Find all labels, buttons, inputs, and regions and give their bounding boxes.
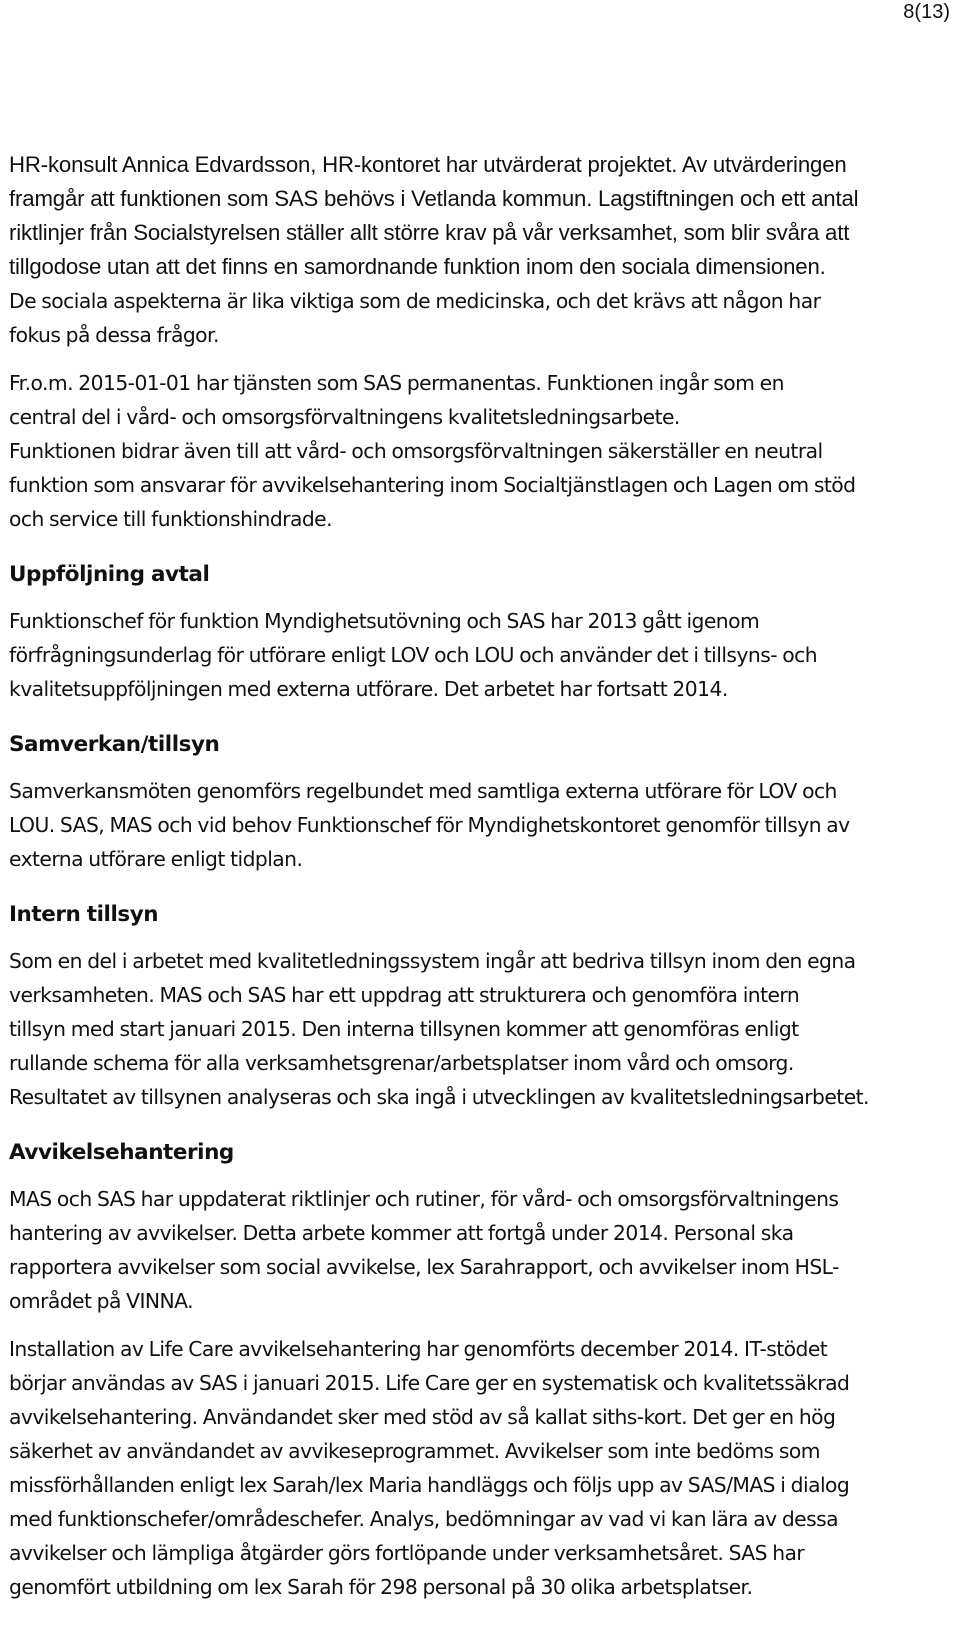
section-paragraph (9, 604, 954, 706)
text-line: säkerhet av användandet av avvikeseprogrammet. Avvikelser som inte bedöms som (9, 1439, 820, 1463)
text-line: förfrågningsunderlag för utförare enligt LOV och LOU och använder det i tillsyns- och (9, 643, 818, 667)
text-line: De sociala aspekterna är lika viktiga som de medicinska, och det krävs att någon har (9, 289, 821, 313)
text-line: Som en del i arbetet med kvalitetledningssystem ingår att bedriva tillsyn inom den egna (9, 949, 856, 973)
text-line: området på VINNA. (9, 1289, 194, 1313)
text-line: framgår att funktionen som SAS behövs i Vetlanda kommun. Lagstiftningen och ett antal (9, 186, 859, 211)
text-line: genomfört utbildning om lex Sarah för 298 personal på 30 olika arbetsplatser. (9, 1575, 753, 1599)
section-heading-intern-tillsyn: Intern tillsyn (9, 902, 159, 927)
text-line: hantering av avvikelser. Detta arbete kommer att fortgå under 2014. Personal ska (9, 1221, 794, 1245)
text-line: missförhållanden enligt lex Sarah/lex Maria handläggs och följs upp av SAS/MAS i dialog (9, 1473, 850, 1497)
text-line: LOU. SAS, MAS och vid behov Funktionschef för Myndighetskontoret genomför tillsyn av (9, 813, 850, 837)
text-line: rapportera avvikelser som social avvikelse, lex Sarahrapport, och avvikelser inom HSL- (9, 1255, 839, 1279)
text-line: funktion som ansvarar för avvikelsehantering inom Socialtjänstlagen och Lagen om stöd (9, 473, 856, 497)
text-line: Installation av Life Care avvikelsehantering har genomförts december 2014. IT-stödet (9, 1337, 828, 1361)
text-line: fokus på dessa frågor. (9, 323, 219, 347)
permanent-paragraph (9, 366, 954, 536)
section-heading-avvikelsehantering: Avvikelsehantering (9, 1140, 234, 1165)
text-line: tillgodose utan att det finns en samordnande funktion inom den sociala dimensionen. (9, 254, 826, 279)
text-line: Samverkansmöten genomförs regelbundet med samtliga externa utförare för LOV och (9, 779, 837, 803)
document-body (9, 148, 954, 1604)
text-line: verksamheten. MAS och SAS har ett uppdrag att strukturera och genomföra intern (9, 983, 800, 1007)
text-line: HR-konsult Annica Edvardsson, HR-kontoret har utvärderat projektet. Av utvärderingen (9, 152, 847, 177)
section-paragraph (9, 1332, 954, 1604)
section-paragraph (9, 774, 954, 876)
page-number: 8(13) (903, 1, 950, 23)
text-line: Funktionschef för funktion Myndighetsutövning och SAS har 2013 gått igenom (9, 609, 760, 633)
text-line: rullande schema för alla verksamhetsgrenar/arbetsplatser inom vård och omsorg. (9, 1051, 794, 1075)
text-line: börjar användas av SAS i januari 2015. Life Care ger en systematisk och kvalitetssäkrad (9, 1371, 850, 1395)
text-line: avvikelsehantering. Användandet sker med stöd av så kallat siths-kort. Det ger en hög (9, 1405, 836, 1429)
intro-paragraph (9, 148, 954, 352)
text-line: Resultatet av tillsynen analyseras och ska ingå i utvecklingen av kvalitetsledningsarbetet. (9, 1085, 869, 1109)
text-line: kvalitetsuppföljningen med externa utförare. Det arbetet har fortsatt 2014. (9, 677, 728, 701)
text-line: med funktionschefer/områdeschefer. Analys, bedömningar av vad vi kan lära av dessa (9, 1507, 839, 1531)
text-line: tillsyn med start januari 2015. Den interna tillsynen kommer att genomföras enligt (9, 1017, 799, 1041)
text-line: riktlinjer från Socialstyrelsen ställer allt större krav på vår verksamhet, som blir svåra att (9, 220, 850, 245)
text-line: MAS och SAS har uppdaterat riktlinjer och rutiner, för vård- och omsorgsförvaltningens (9, 1187, 839, 1211)
text-line: Funktionen bidrar även till att vård- och omsorgsförvaltningen säkerställer en neutral (9, 439, 823, 463)
section-paragraph (9, 1182, 954, 1318)
text-line: central del i vård- och omsorgsförvaltningens kvalitetsledningsarbete. (9, 405, 680, 429)
text-line: Fr.o.m. 2015-01-01 har tjänsten som SAS permanentas. Funktionen ingår som en (9, 371, 784, 395)
section-heading-samverkan-tillsyn: Samverkan/tillsyn (9, 732, 220, 757)
text-line: och service till funktionshindrade. (9, 507, 332, 531)
section-heading-uppfoljning-avtal: Uppföljning avtal (9, 562, 210, 587)
text-line: avvikelser och lämpliga åtgärder görs fortlöpande under verksamhetsåret. SAS har (9, 1541, 805, 1565)
text-line: externa utförare enligt tidplan. (9, 847, 303, 871)
section-paragraph (9, 944, 954, 1114)
